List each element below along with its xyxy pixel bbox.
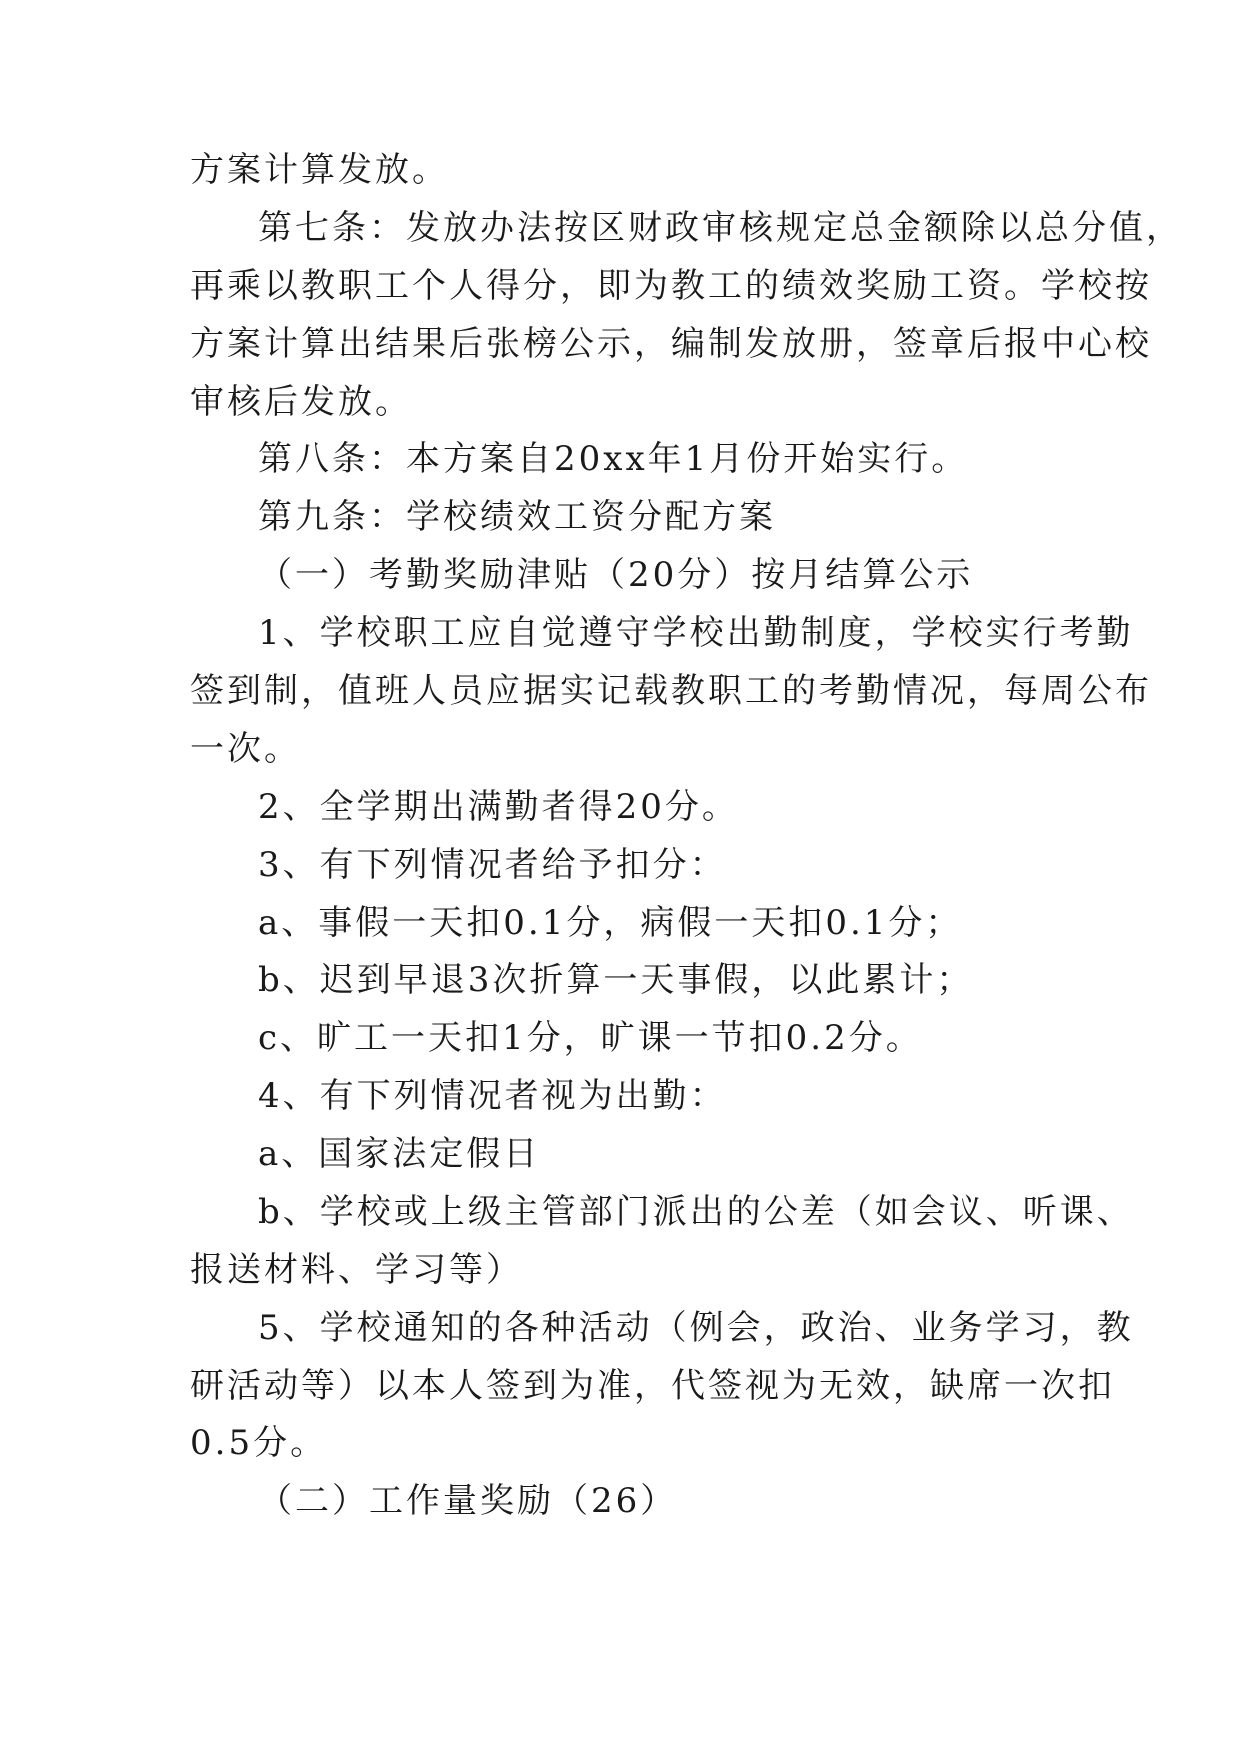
list-item: 2、全学期出满勤者得20分。 bbox=[258, 787, 739, 827]
text-line: 0.5分。 bbox=[190, 1423, 328, 1463]
text-line: 审核后发放。 bbox=[190, 382, 412, 422]
article-9-heading: 第九条：学校绩效工资分配方案 bbox=[258, 497, 776, 537]
list-item: 4、有下列情况者视为出勤： bbox=[258, 1076, 727, 1116]
text-line: 研活动等）以本人签到为准，代签视为无效，缺席一次扣 bbox=[190, 1366, 1115, 1406]
sub-item: b、学校或上级主管部门派出的公差（如会议、听课、 bbox=[258, 1192, 1134, 1232]
list-item: 3、有下列情况者给予扣分： bbox=[258, 845, 727, 885]
sub-item: c、旷工一天扣1分，旷课一节扣0.2分。 bbox=[258, 1018, 923, 1058]
text-line: 方案计算出结果后张榜公示，编制发放册，签章后报中心校 bbox=[190, 324, 1152, 364]
sub-item: a、国家法定假日 bbox=[258, 1134, 541, 1174]
text-line: 再乘以教职工个人得分，即为教工的绩效奖励工资。学校按 bbox=[190, 266, 1152, 306]
sub-item: a、事假一天扣0.1分，病假一天扣0.1分； bbox=[258, 903, 963, 943]
text-line: 方案计算发放。 bbox=[190, 150, 449, 190]
article-8-heading: 第八条：本方案自20xx年1月份开始实行。 bbox=[258, 439, 969, 479]
list-item: 1、学校职工应自觉遵守学校出勤制度，学校实行考勤 bbox=[258, 613, 1134, 653]
article-7-heading: 第七条：发放办法按区财政审核规定总金额除以总分值， bbox=[258, 208, 1183, 248]
sub-item: b、迟到早退3次折算一天事假，以此累计； bbox=[258, 960, 974, 1000]
text-line: 签到制，值班人员应据实记载教职工的考勤情况，每周公布 bbox=[190, 671, 1152, 711]
section-2-heading: （二）工作量奖励（26） bbox=[258, 1481, 678, 1521]
section-1-heading: （一）考勤奖励津贴（20分）按月结算公示 bbox=[258, 555, 974, 595]
text-line: 一次。 bbox=[190, 729, 301, 769]
list-item: 5、学校通知的各种活动（例会，政治、业务学习，教 bbox=[258, 1308, 1134, 1348]
text-line: 报送材料、学习等） bbox=[190, 1250, 523, 1290]
